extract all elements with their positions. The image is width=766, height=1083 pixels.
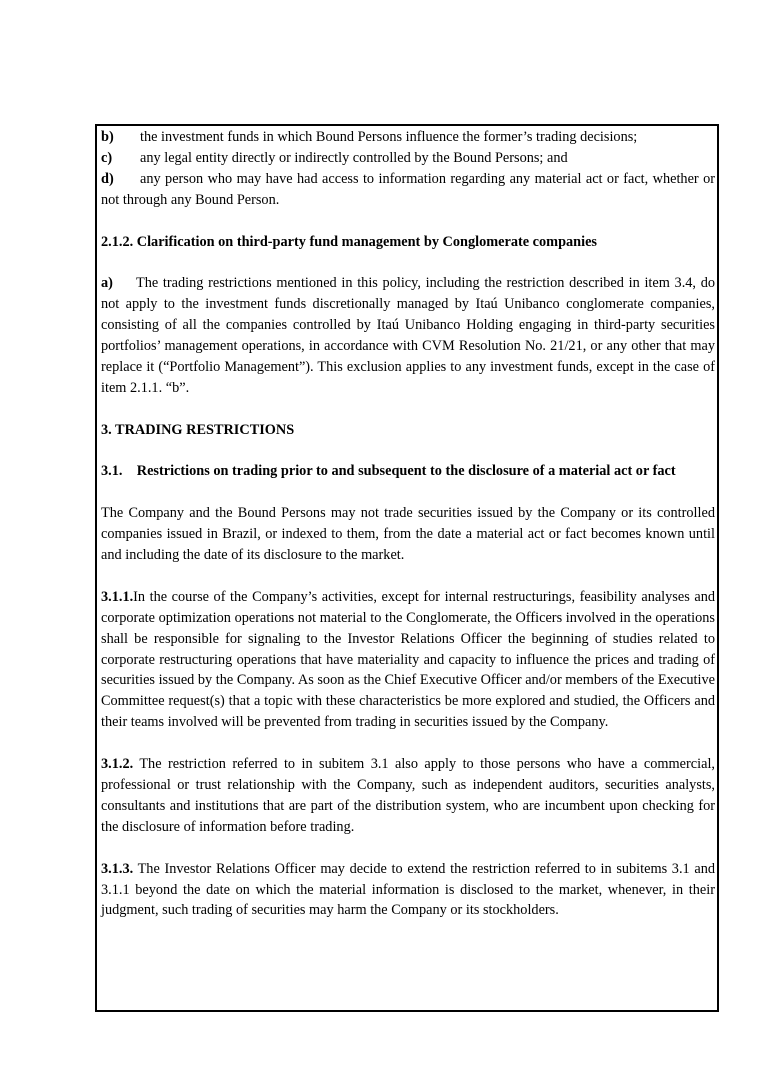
section-3-1-heading: 3.1. Restrictions on trading prior to and subsequent to the disclosure of a material act or fact <box>101 463 676 480</box>
section-3-heading: 3. TRADING RESTRICTIONS <box>101 421 295 438</box>
document-body <box>101 127 715 921</box>
list-item-d <box>101 169 715 211</box>
section-3-1-paragraph: The Company and the Bound Persons may not trade securities issued by the Company or its controlled companies issued in Brazil, or indexed to them, from the date a material act or fact becomes known until and including the date of its disclosure to the market. <box>101 505 715 564</box>
list-label: b) <box>101 129 114 145</box>
section-3-1-3-paragraph <box>101 859 715 922</box>
list-text: any legal entity directly or indirectly controlled by the Bound Persons; and <box>140 149 568 166</box>
list-item-b <box>101 127 715 148</box>
section-number: 3.1.2. <box>101 756 134 773</box>
list-text: any person who may have had access to information regarding any material act or fact, whether or not through any Bound Person. <box>101 170 715 208</box>
section-3-1-2-paragraph <box>101 754 715 838</box>
section-text: The restriction referred to in subitem 3.1 also apply to those persons who have a commercial, professional or trust relationship with the Company, such as independent auditors, securities analysts, consultants and institutions that are part of the distribution system, who are incumbent upon checking for the disclosure of information before trading. <box>101 756 715 835</box>
item-label: a) <box>101 275 113 292</box>
section-2-1-2-item-a <box>101 273 715 398</box>
section-text: In the course of the Company’s activities, except for internal restructurings, feasibility analyses and corporate optimization operations not material to the Conglomerate, the Officers involved in the operations shall be responsible for signaling to the Investor Relations Officer the beginning of studies related to corporate restructuring operations that have materiality and capacity to influence the prices and trading of securities issued by the Company. As soon as the Chief Executive Officer and/or members of the Executive Committee request(s) that a topic with these characteristics be more explored and studied, the Officers and their teams involved will be prevented from trading in securities issued by the Company. <box>101 588 715 731</box>
list-item-c <box>101 148 715 169</box>
item-text: The trading restrictions mentioned in this policy, including the restriction described in item 3.4, do not apply to the investment funds discretionally managed by Itaú Unibanco conglomerate companies, consisting of all the companies controlled by Itaú Unibanco Holding engaging in third-party securities portfolios’ management operations, in accordance with CVM Resolution No. 21/21, or any other that may replace it (“Portfolio Management”). This exclusion applies to any investment funds, except in the case of item 2.1.1. “b”. <box>101 275 715 396</box>
section-2-1-2-heading: 2.1.2. Clarification on third-party fund management by Conglomerate companies <box>101 233 597 250</box>
section-3-1-1-paragraph <box>101 587 715 733</box>
section-number: 3.1.1. <box>101 588 134 605</box>
section-text: The Investor Relations Officer may decide to extend the restriction referred to in subitems 3.1 and 3.1.1 beyond the date on which the material information is disclosed to the market, whenever, in their judgment, such trading of securities may harm the Company or its stockholders. <box>101 860 715 919</box>
list-text: the investment funds in which Bound Persons influence the former’s trading decisions; <box>140 129 638 145</box>
list-label: c) <box>101 149 113 166</box>
list-label: d) <box>101 170 114 187</box>
section-number: 3.1.3. <box>101 860 134 877</box>
